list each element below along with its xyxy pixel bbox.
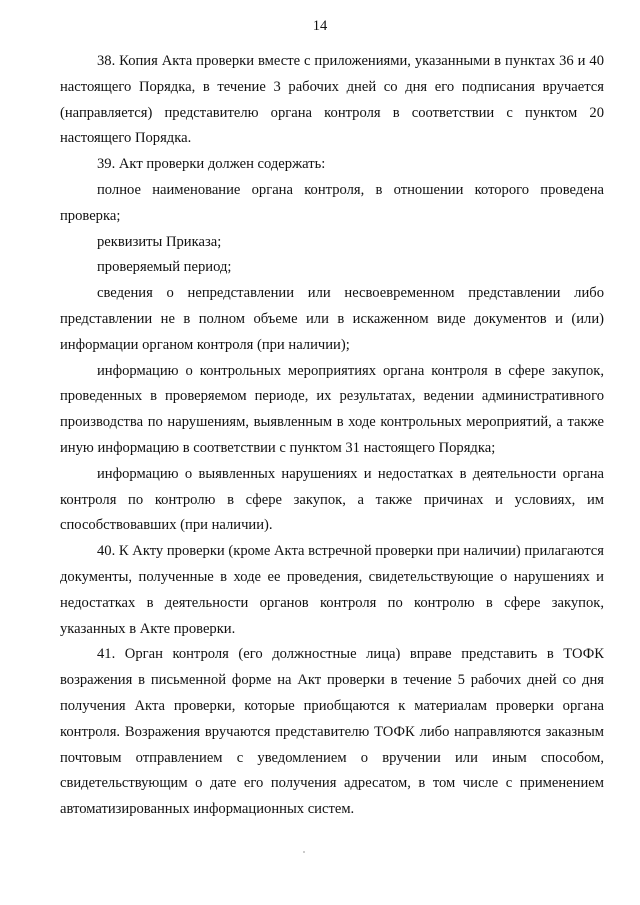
scan-artifact	[303, 851, 305, 853]
list-item-full-name: полное наименование органа контроля, в отношении которого проведена проверка;	[60, 181, 604, 224]
paragraph-39-intro: 39. Акт проверки должен содержать:	[97, 156, 326, 173]
list-item-control-measures: информацию о контрольных мероприятиях органа контроля в сфере закупок, проведенных в проверяемом периоде, их результатах, ведении административного производства по нарушениям, выявленным в ходе контрольных мероприятий, а также иную информацию в соответствии с пунктом 31 настоящего Порядка;	[60, 362, 604, 456]
document-body	[60, 49, 604, 823]
paragraph-41: 41. Орган контроля (его должностные лица) вправе представить в ТОФК возражения в письменной форме на Акт проверки в течение 5 рабочих дней со дня получения Акта проверки, которые приобщаются к материалам проверки органа контроля. Возражения вручаются представителю ТОФК либо направляются заказным почтовым отправлением с уведомлением о вручении или иным способом, свидетельствующим о дате его получения адресатом, в том числе с применением автоматизированных информационных систем.	[60, 646, 604, 818]
list-item-order-details: реквизиты Приказа;	[97, 233, 222, 250]
paragraph-40: 40. К Акту проверки (кроме Акта встречной проверки при наличии) прилагаются документы, полученные в ходе ее проведения, свидетельствующие о нарушениях и недостатках в деятельности органов контроля по контролю в сфере закупок, указанных в Акте проверки.	[60, 543, 604, 637]
list-item-period: проверяемый период;	[97, 259, 232, 276]
list-item-non-submission: сведения о непредставлении или несвоевременном представлении либо представлении не в полном объеме или в искаженном виде документов и (или) информации органом контроля (при наличии);	[60, 285, 604, 353]
page-number: 14	[312, 18, 328, 34]
list-item-violations: информацию о выявленных нарушениях и недостатках в деятельности органа контроля по контролю в сфере закупок, а также причинах и условиях, им способствовавших (при наличии).	[60, 465, 604, 534]
paragraph-38: 38. Копия Акта проверки вместе с приложениями, указанными в пунктах 36 и 40 настоящего Порядка, в течение 3 рабочих дней со дня его подписания вручается (направляется) представителю органа контроля в соответствии с пунктом 20 настоящего Порядка.	[60, 53, 604, 147]
